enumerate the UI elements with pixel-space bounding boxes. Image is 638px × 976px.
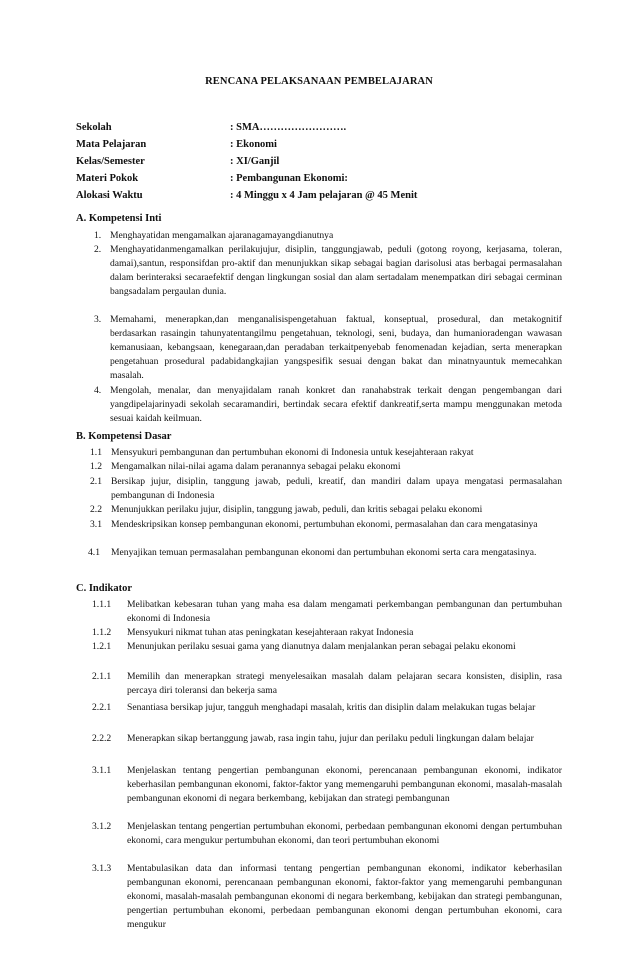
item-number: 2.2.1 [92, 702, 112, 713]
item-number: 1.2 [90, 461, 102, 472]
identity-label: Alokasi Waktu [76, 190, 143, 201]
item-text: Senantiasa bersikap jujur, tangguh menghadapi masalah, kritis dan disiplin dalam melakukan tugas belajar [127, 702, 536, 713]
document-title: RENCANA PELAKSANAAN PEMBELAJARAN [205, 76, 433, 87]
item-number: 1.1.1 [92, 599, 112, 610]
item-number: 3.1.3 [92, 863, 112, 874]
item-number: 3. [94, 314, 102, 325]
item-number: 3.1 [90, 519, 102, 530]
item-text: Mengamalkan nilai-nilai agama dalam peranannya sebagai pelaku ekonomi [111, 461, 401, 472]
item-text: Menunjukkan perilaku jujur, disiplin, tanggung jawab, peduli, dan kritis sebagai pelaku ekonomi [111, 504, 483, 515]
item-number: 1.1 [90, 447, 102, 458]
item-number: 3.1.2 [92, 821, 112, 832]
item-text: Menjelaskan tentang pengertian pertumbuhan ekonomi, perbedaan pembangunan ekonomi dengan pertumbuhan ekonomi, cara mengukur pertumbuhan ekonomi, dan teori pertumbuhan ekonomi [127, 821, 562, 846]
identity-label: Sekolah [76, 122, 112, 133]
item-text: Menerapkan sikap bertanggung jawab, rasa ingin tahu, jujur dan perilaku peduli lingkungan dalam belajar [127, 733, 534, 744]
item-text: Memahami, menerapkan,dan menganalisispengetahuan faktual, konseptual, prosedural, dan metakognitif berdasarkan rasaingin tahunyatentangilmu pengetahuan, teknologi, seni, budaya, dan humanioradengan wawasan kemanusiaan, kebangsaan, kenegaraan,dan peradaban terkaitpenyebab fenomenadan kejadian, serta menerapkan pengetahuan prosedural padabidangkajian yangspesifik sesuai dengan bakat dan minatnyauntuk memecahkan masalah. [110, 314, 562, 381]
item-text: Mendeskripsikan konsep pembangunan ekonomi, pertumbuhan ekonomi, permasalahan dan cara mengatasinya [111, 519, 538, 530]
item-text: Memilih dan menerapkan strategi menyelesaikan masalah dalam pelajaran secara konsisten, disiplin, rasa percaya diri toleransi dan bekerja sama [127, 671, 562, 696]
section-heading-kompetensi-inti: A. Kompetensi Inti [76, 213, 162, 224]
item-text: Melibatkan kebesaran tuhan yang maha esa dalam mengamati perkembangan pembangunan dan pertumbuhan ekonomi di Indonesia [127, 599, 562, 624]
item-text: Menghayatidanmengamalkan perilakujujur, disiplin, tanggungjawab, peduli (gotong royong, kerjasama, toleran, damai),santun, responsifdan pro-aktif dan menunjukkan sikap sebagai bagian darisolusi atas berbagai permasalahan dalam berinteraksi secaraefektif dengan lingkungan sosial dan alam sertadalam menempatkan diri sebagai cerminan bangsadalam pergaulan dunia. [110, 244, 562, 297]
item-text: Menjelaskan tentang pengertian pembangunan ekonomi, perencanaan pembangunan ekonomi, indikator keberhasilan pembangunan ekonomi, faktor-faktor yang memengaruhi pembangunan ekonomi, masalah-masalah pembangunan ekonomi di negara berkembang, kebijakan dan strategi pembangunan [127, 765, 562, 804]
item-number: 1.1.2 [92, 627, 112, 638]
item-number: 2.1.1 [92, 671, 112, 682]
item-number: 1. [94, 230, 102, 241]
section-heading-indikator: C. Indikator [76, 583, 133, 594]
item-number: 1.2.1 [92, 641, 112, 652]
item-number: 4.1 [88, 547, 100, 558]
identity-label: Mata Pelajaran [76, 139, 147, 150]
item-text: Bersikap jujur, disiplin, tanggung jawab, peduli, kreatif, dan mandiri dalam upaya mengatasi permasalahan pembangunan di Indonesia [111, 476, 562, 501]
identity-label: Materi Pokok [76, 173, 139, 184]
item-number: 2. [94, 244, 102, 255]
item-number: 2.1 [90, 476, 102, 487]
identity-value: : Pembangunan Ekonomi: [230, 173, 348, 184]
identity-value: : 4 Minggu x 4 Jam pelajaran @ 45 Menit [230, 190, 418, 201]
item-number: 3.1.1 [92, 765, 112, 776]
identity-value: : Ekonomi [230, 139, 277, 150]
identity-value: : SMA……………………. [230, 122, 347, 133]
item-text: Mensyukuri pembangunan dan pertumbuhan ekonomi di Indonesia untuk kesejahteraan rakyat [111, 447, 474, 458]
item-text: Mengolah, menalar, dan menyajidalam ranah konkret dan ranahabstrak terkait dengan pengembangan dari yangdipelajarinyadi sekolah secaramandiri, bertindak secara efektif dankreatif,serta mampu menggunakan metoda sesuai kaidah keilmuan. [110, 385, 562, 424]
identity-value: : XI/Ganjil [230, 156, 280, 167]
item-text: Menghayatidan mengamalkan ajaranagamayangdianutnya [110, 230, 334, 241]
item-text: Mentabulasikan data dan informasi tentang pengertian pembangunan ekonomi, indikator keberhasilan pembangunan ekonomi, perencanaan pembangunan ekonomi, faktor-faktor yang memengaruhi pembangunan ekonomi, masalah-masalah pembangunan ekonomi di negara berkembang, kebijakan dan strategi pembangunan, pengertian pertumbuhan ekonomi, perbedaan pembangunan ekonomi dengan pertumbuhan ekonomi, cara mengukur [127, 863, 562, 930]
item-text: Menunjukan perilaku sesuai gama yang dianutnya dalam menjalankan peran sebagai pelaku ekonomi [127, 641, 516, 652]
item-number: 2.2 [90, 504, 102, 515]
identity-label: Kelas/Semester [76, 156, 145, 167]
item-text: Menyajikan temuan permasalahan pembangunan ekonomi dan pertumbuhan ekonomi serta cara mengatasinya. [111, 547, 537, 558]
item-number: 4. [94, 385, 102, 396]
item-number: 2.2.2 [92, 733, 112, 744]
section-heading-kompetensi-dasar: B. Kompetensi Dasar [76, 431, 172, 442]
item-text: Mensyukuri nikmat tuhan atas peningkatan kesejahteraan rakyat Indonesia [127, 627, 414, 638]
